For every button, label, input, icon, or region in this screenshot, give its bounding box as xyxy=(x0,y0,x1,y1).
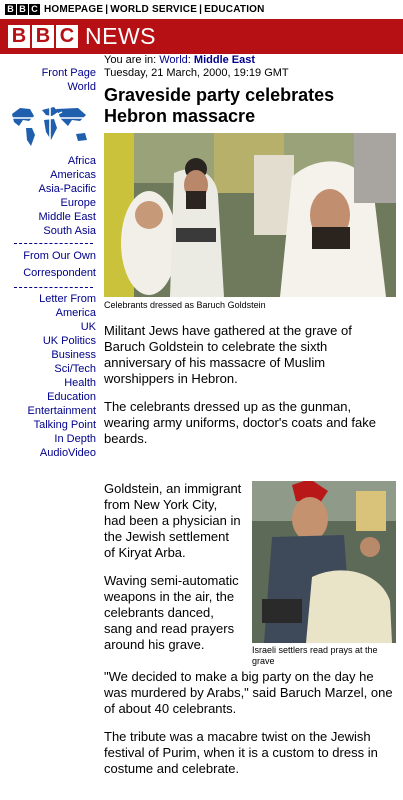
breadcrumb xyxy=(104,54,396,67)
sidebar-item-americas[interactable]: Americas xyxy=(50,169,96,181)
article-paragraph: Waving semi-automatic weapons in the air, the celebrants danced, sang and read prayers around his grave. xyxy=(104,573,239,652)
link-separator: | xyxy=(105,3,109,15)
bbc-letter: B xyxy=(5,4,16,15)
sidebar-item-in-depth[interactable]: In Depth xyxy=(54,433,96,445)
dateline: Tuesday, 21 March, 2000, 19:19 GMT xyxy=(104,67,289,79)
top-links xyxy=(44,4,265,15)
sidebar-nav xyxy=(0,66,96,460)
world-service-link[interactable]: WORLD SERVICE xyxy=(110,3,198,15)
bbc-news-masthead[interactable] xyxy=(0,19,403,54)
sidebar-item-sci-tech[interactable]: Sci/Tech xyxy=(54,363,96,375)
world-map-icon xyxy=(10,104,92,150)
breadcrumb-middle-east-link[interactable]: Middle East xyxy=(193,54,256,66)
breadcrumb-world-link[interactable]: World xyxy=(159,54,188,66)
divider xyxy=(14,287,93,288)
side-photo-box xyxy=(252,481,396,667)
main-photo-caption: Celebrants dressed as Baruch Goldstein xyxy=(104,300,266,310)
bbc-letter: B xyxy=(17,4,28,15)
sidebar-item-uk-politics[interactable]: UK Politics xyxy=(42,335,96,347)
sidebar-item-asia-pacific[interactable]: Asia-Pacific xyxy=(38,183,96,195)
education-link[interactable]: EDUCATION xyxy=(204,3,265,15)
sidebar-item-entertainment[interactable]: Entertainment xyxy=(27,405,96,417)
sidebar-item-business[interactable]: Business xyxy=(51,349,96,361)
article-paragraph: The celebrants dressed up as the gunman, wearing army uniforms, doctor's coats and fake beards. xyxy=(104,399,376,446)
sidebar-item-education[interactable]: Education xyxy=(47,391,96,403)
sidebar-item-health[interactable]: Health xyxy=(64,377,96,389)
sidebar-item-uk[interactable]: UK xyxy=(80,321,96,333)
sidebar-item-middle-east[interactable]: Middle East xyxy=(38,211,96,223)
sidebar-item-letter-from-america[interactable]: Letter From America xyxy=(39,293,96,319)
sidebar-item-audiovideo[interactable]: AudioVideo xyxy=(39,447,96,459)
divider xyxy=(14,243,93,244)
sidebar-item-europe[interactable]: Europe xyxy=(60,197,96,209)
bbc-letter: C xyxy=(56,25,78,48)
bbc-letter: B xyxy=(32,25,54,48)
breadcrumb-separator: : xyxy=(187,54,194,66)
sidebar-item-africa[interactable]: Africa xyxy=(67,155,96,167)
sidebar-item-talking-point[interactable]: Talking Point xyxy=(33,419,96,431)
bbc-logo xyxy=(8,25,78,48)
side-photo-caption: Israeli settlers read prays at the grave xyxy=(252,645,378,666)
page-title: Graveside party celebrates Hebron massacre xyxy=(104,85,335,126)
article-paragraph: Goldstein, an immigrant from New York City, had been a physician in the Jewish settlement of Kiryat Arba. xyxy=(104,481,242,560)
article-paragraph: "We decided to make a big party on the day he was murdered by Arabs," said Baruch Marzel, one of about 40 celebrants. xyxy=(104,669,393,716)
side-photo xyxy=(252,481,396,643)
article-paragraph: The tribute was a macabre twist on the Jewish festival of Purim, when it is a custom to dress in costume and celebrate. xyxy=(104,729,378,776)
breadcrumb-prefix: You are in: xyxy=(104,54,160,66)
sidebar-item-from-our-own-correspondent[interactable]: From Our Own Correspondent xyxy=(23,250,96,279)
top-bar xyxy=(0,0,403,18)
sidebar-item-south-asia[interactable]: South Asia xyxy=(43,225,96,237)
inline-section xyxy=(104,481,396,666)
link-separator: | xyxy=(199,3,203,15)
sidebar-item-world[interactable]: World xyxy=(67,81,96,93)
main-photo xyxy=(104,133,396,297)
bbc-mini-logo[interactable] xyxy=(5,4,40,15)
sidebar-item-front-page[interactable]: Front Page xyxy=(41,67,96,79)
article xyxy=(104,54,396,777)
news-wordmark: NEWS xyxy=(85,23,156,49)
bbc-letter: C xyxy=(29,4,40,15)
bbc-letter: B xyxy=(8,25,30,48)
inline-text-column xyxy=(104,481,242,653)
article-paragraph: Militant Jews have gathered at the grave of Baruch Goldstein to celebrate the sixth anniversary of his massacre of Muslim worshippers in Hebron. xyxy=(104,323,352,386)
homepage-link[interactable]: HOMEPAGE xyxy=(44,3,104,15)
